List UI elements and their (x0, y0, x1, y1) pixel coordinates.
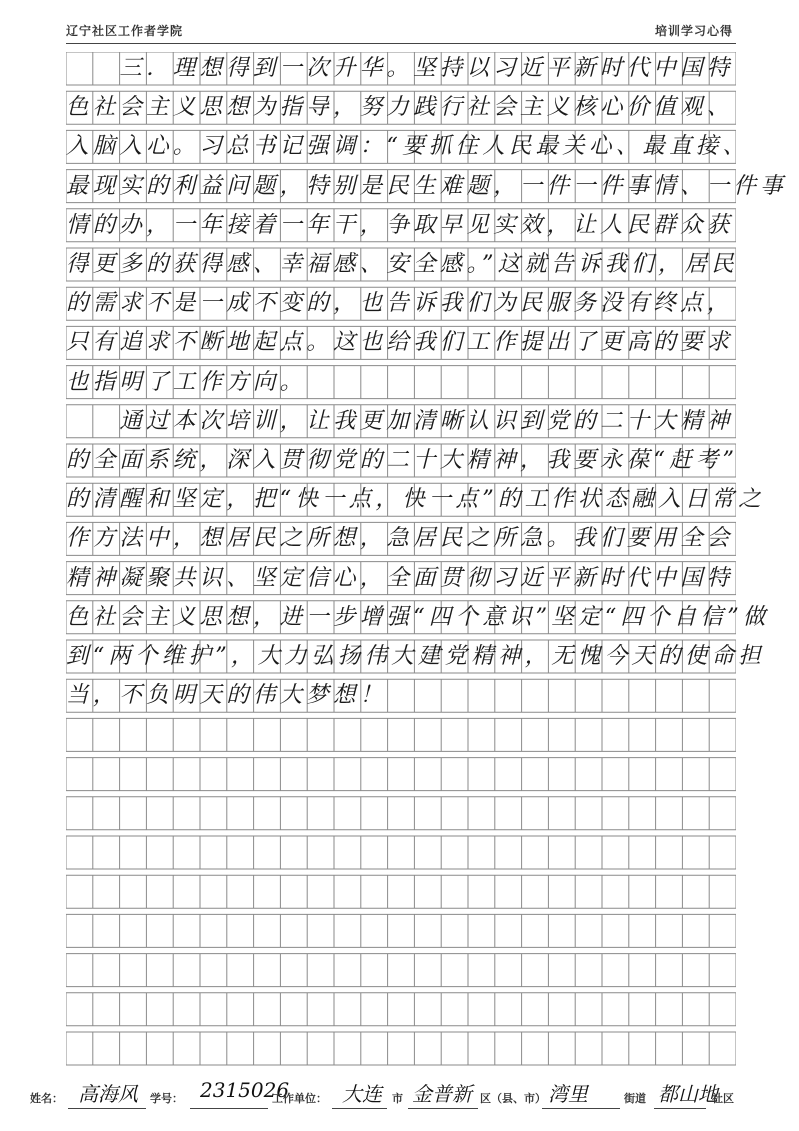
name-value: 高海风 (78, 1082, 138, 1106)
district-underline (408, 1108, 478, 1109)
body-line: 到“两个维护”，大力弘扬伟大建党精神，无愧今天的使命担 (66, 643, 765, 669)
city-label: 市 (392, 1092, 403, 1105)
city-underline (332, 1108, 387, 1109)
signature-footer (20, 1078, 780, 1114)
body-line: 色社会主义思想，进一步增强“四个意识”坚定“四个自信”做 (66, 603, 770, 630)
community-label: 社区 (712, 1092, 734, 1105)
body-line: 色社会主义思想为指导，努力践行社会主义核心价值观、 (66, 94, 734, 121)
community-value: 都山地 (658, 1082, 718, 1106)
id-value: 2315026 (200, 1078, 290, 1102)
body-line: 最现实的利益问题，特别是民生难题，一件一件事情、一件事 (66, 172, 787, 199)
body-line: 得更多的获得感、幸福感、安全感。”这就告诉我们，居民 (66, 251, 738, 277)
id-underline (190, 1108, 268, 1109)
street-underline (542, 1108, 620, 1109)
name-underline (68, 1108, 146, 1109)
body-line: 的需求不是一成不变的，也告诉我们为民服务没有终点， (66, 290, 734, 317)
body-line: 当，不负明天的伟大梦想！ (66, 682, 387, 709)
body-line: 情的办，一年接着一年干，争取早见实效，让人民群众获 (66, 211, 734, 238)
form-title: 培训学习心得 (654, 24, 733, 38)
city-value: 大连 (342, 1082, 382, 1106)
district-label: 区（县、市） (480, 1092, 546, 1105)
academy-title: 辽宁社区工作者学院 (66, 24, 184, 38)
header-divider (66, 43, 736, 44)
body-line: 通过本次培训，让我更加清晰认识到党的二十大精神 (66, 407, 734, 434)
street-label: 街道 (624, 1092, 646, 1105)
body-line: 三．理想得到一次升华。坚持以习近平新时代中国特 (66, 55, 734, 81)
body-line: 精神凝聚共识、坚定信心，全面贯彻习近平新时代中国特 (66, 564, 734, 591)
body-line: 的全面系统，深入贯彻党的二十大精神，我要永葆“赶考” (66, 447, 739, 473)
district-value: 金普新 (412, 1082, 472, 1106)
page-header (0, 0, 799, 48)
body-line: 入脑入心。习总书记强调：“要抓住人民最关心、最直接、 (66, 133, 750, 160)
body-line: 也指明了工作方向。 (66, 368, 307, 395)
unit-label: 工作单位： (272, 1092, 327, 1105)
street-value: 湾里 (548, 1082, 588, 1106)
name-label: 姓名： (30, 1092, 63, 1105)
id-label: 学号： (150, 1092, 183, 1105)
body-line: 的清醒和坚定，把“快一点，快一点”的工作状态融入日常之 (66, 486, 765, 513)
body-line: 作方法中，想居民之所想，急居民之所急。我们要用全会 (66, 525, 734, 552)
body-line: 只有追求不断地起点。这也给我们工作提出了更高的要求 (66, 329, 734, 356)
community-underline (654, 1108, 706, 1109)
